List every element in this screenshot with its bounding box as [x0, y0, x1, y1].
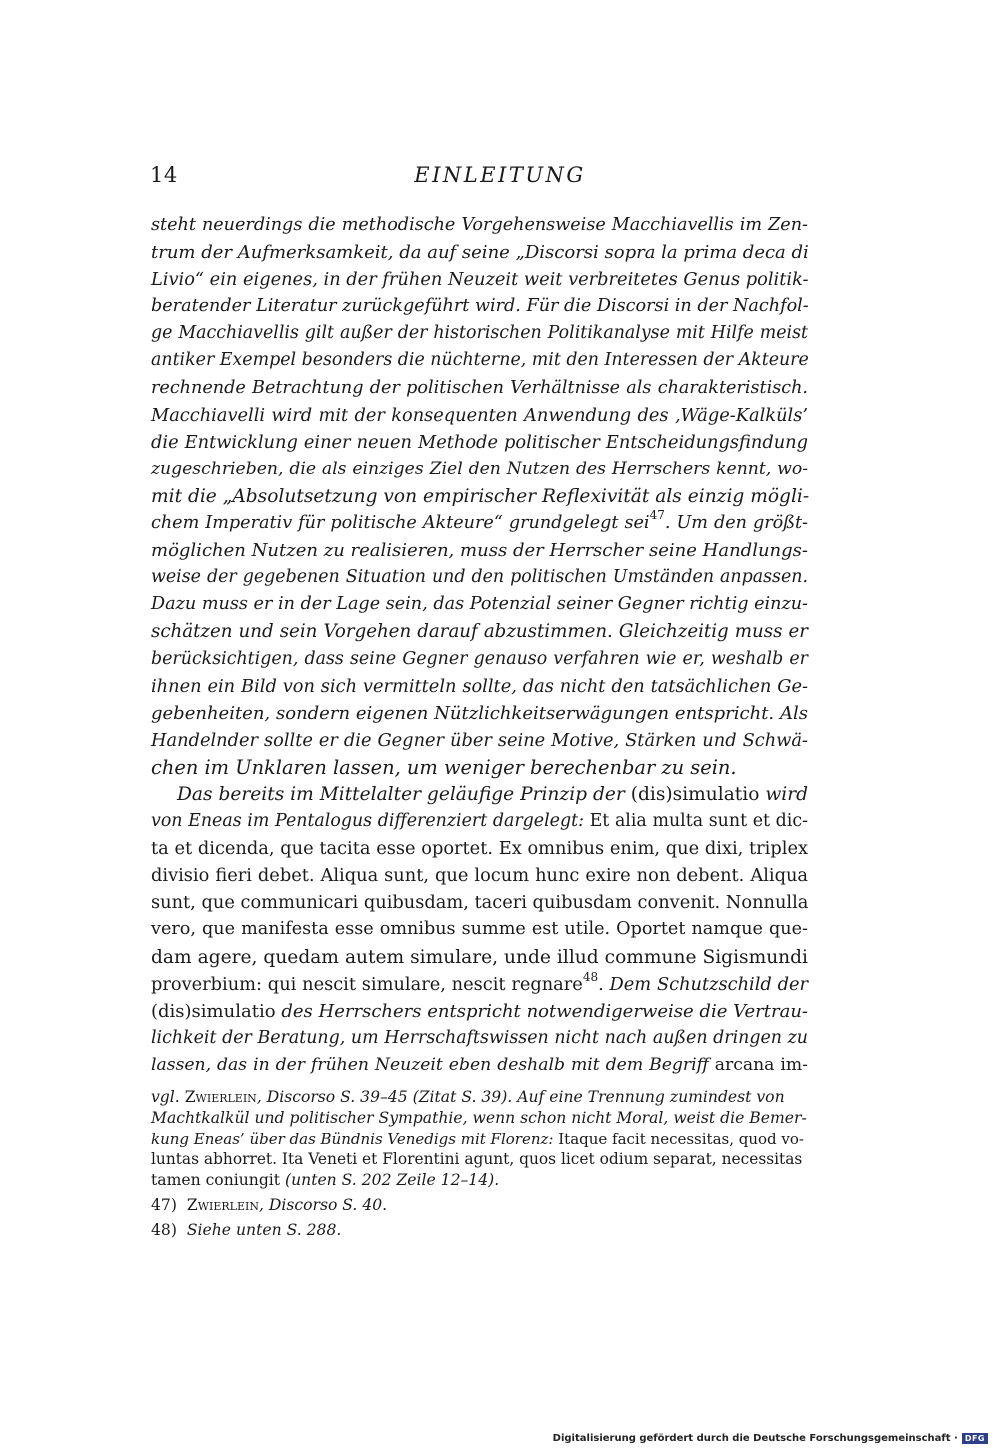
footnote-47	[151, 1195, 808, 1216]
latin-quote: tamen coniungit	[151, 1171, 281, 1190]
text-line: weise der gegebenen Situation und den politischen Umständen anpassen.	[151, 567, 808, 588]
author-name: Zwierlein	[184, 1088, 257, 1106]
latin-quote-line: dam agere, quedam autem simulare, unde illud commune Sigismundi	[151, 946, 808, 968]
text-line: Handelnder sollte er die Gegner über seine Motive, Stärken und Schwä-	[151, 729, 808, 751]
text-line: ge Macchiavellis gilt außer der historischen Politikanalyse mit Hilfe meist	[151, 323, 808, 344]
footnote-marker: 47)	[151, 1195, 177, 1214]
latin-quote: Itaque facit necessitas, quod vo-	[558, 1129, 804, 1148]
text-segment: kung Eneas’ über das Bündnis Venedigs mit Florenz:	[151, 1129, 559, 1148]
text-segment: lassen, das in der frühen Neuzeit eben deshalb mit dem Begriff	[151, 1054, 715, 1075]
text-line: antiker Exempel besonders die nüchterne, mit den Interessen der Akteure	[151, 350, 809, 371]
latin-quote-line: divisio fieri debet. Aliqua sunt, que locum hunc exire non debent. Aliqua	[151, 865, 808, 887]
footnote-ref-48[interactable]: 48	[582, 969, 599, 984]
latin-quote-line: sunt, que communicari quibusdam, taceri quibusdam convenit. Nonnulla	[151, 892, 809, 914]
text-line	[151, 1052, 808, 1079]
footnote-line	[151, 1170, 808, 1191]
digitization-text: Digitalisierung gefördert durch die Deutsche Forschungsgemeinschaft ·	[552, 1433, 958, 1444]
footnote-line	[151, 1129, 808, 1150]
page-number: 14	[150, 163, 178, 187]
text-line: rechnende Betrachtung der politischen Verhältnisse als charakteristisch.	[151, 377, 808, 398]
text-segment: , Discorso S. 40.	[258, 1195, 388, 1214]
text-segment: vgl.	[151, 1088, 185, 1106]
text-line: zugeschrieben, die als einziges Ziel den Nutzen des Herrschers kennt, wo-	[151, 458, 808, 479]
text-line: ihnen ein Bild von sich vermitteln sollte, das nicht den tatsächlichen Ge-	[151, 675, 808, 697]
text-line: trum der Aufmerksamkeit, da auf seine „Discorsi sopra la prima deca di	[151, 242, 809, 264]
author-name: Zwierlein	[186, 1195, 259, 1214]
text-line	[151, 808, 808, 835]
text-line: lichkeit der Beratung, um Herrschaftswissen nicht nach außen dringen zu	[151, 1027, 808, 1048]
text-segment: im-	[774, 1054, 808, 1075]
text-line: chen im Unklaren lassen, um weniger berechenbar zu sein.	[151, 755, 737, 779]
text-segment: Siehe unten S. 288.	[186, 1220, 342, 1239]
latin-quote-line: vero, que manifesta esse omnibus summe est utile. Oportet namque que-	[151, 919, 808, 940]
text-line: Dazu muss er in der Lage sein, das Potenzial seiner Gegner richtig einzu-	[151, 594, 808, 615]
text-segment: , Discorso S. 39–45 (Zitat S. 39). Auf eine Trennung zumindest von	[256, 1088, 785, 1106]
text-segment: des Herrschers entspricht notwendigerweise die Vertrau-	[275, 1000, 808, 1022]
text-segment: (unten S. 202 Zeile 12–14).	[280, 1171, 500, 1190]
footnote-line: luntas abhorret. Ita Veneti et Florentini agunt, quos licet odium separat, necessitas	[151, 1150, 803, 1169]
footnote-line: Machtkalkül und politischer Sympathie, wenn schon nicht Moral, weist die Bemer-	[151, 1108, 807, 1127]
footnotes	[151, 1087, 808, 1241]
footnote-46-cont	[151, 1087, 808, 1108]
text-line: steht neuerdings die methodische Vorgehensweise Macchiavellis im Zen-	[151, 215, 808, 235]
text-line: berücksichtigen, dass seine Gegner genauso verfahren wie er, weshalb er	[151, 648, 808, 669]
latin-term: arcana	[714, 1054, 775, 1075]
text-line	[151, 510, 808, 537]
text-segment: von Eneas im Pentalogus differenziert dargelegt:	[151, 811, 590, 832]
text-line: möglichen Nutzen zu realisieren, muss der Herrscher seine Handlungs-	[151, 540, 808, 562]
text-line	[151, 781, 808, 808]
text-line: mit die „Absolutsetzung von empirischer Reflexivität als einzig mögli-	[151, 485, 810, 507]
latin-quote: Et alia multa sunt et dic-	[589, 811, 808, 832]
digitization-notice	[553, 1433, 988, 1444]
text-line: Livio“ ein eigenes, in der frühen Neuzeit weit verbreitetes Genus politik-	[151, 269, 809, 291]
text-segment: chem Imperativ für politische Akteure“ grundgelegt sei	[151, 513, 650, 534]
text-line	[151, 998, 808, 1025]
footnote-ref-47[interactable]: 47	[649, 508, 665, 523]
text-segment: . Dem Schutzschild der	[598, 973, 808, 995]
latin-term: (dis)simulatio	[630, 783, 760, 805]
text-line: schätzen und sein Vorgehen darauf abzustimmen. Gleichzeitig muss er	[151, 621, 808, 643]
text-segment: . Um den größt-	[664, 513, 809, 534]
text-segment: Das bereits im Mittelalter geläufige Prinzip der	[177, 783, 631, 805]
latin-quote: proverbium: qui nescit simulare, nescit regnare	[151, 973, 583, 995]
text-segment: wird	[759, 783, 808, 805]
dfg-logo-icon: DFG	[962, 1433, 988, 1444]
latin-term: (dis)simulatio	[151, 1000, 276, 1022]
text-line	[151, 971, 808, 998]
footnote-marker: 48)	[151, 1220, 177, 1239]
text-line: beratender Literatur zurückgeführt wird. Für die Discorsi in der Nachfol-	[151, 296, 809, 317]
footnote-48	[151, 1220, 808, 1241]
running-title: EINLEITUNG	[414, 163, 586, 187]
body-text	[151, 212, 808, 1079]
latin-quote-line: ta et dicenda, que tacita esse oportet. Ex omnibus enim, que dixi, triplex	[151, 838, 808, 860]
text-line: die Entwicklung einer neuen Methode politischer Entscheidungsfindung	[151, 431, 808, 453]
text-line: gebenheiten, sondern eigenen Nützlichkeitserwägungen entspricht. Als	[151, 702, 808, 724]
text-line: Macchiavelli wird mit der konsequenten Anwendung des ‚Wäge-Kalküls’	[151, 404, 808, 426]
